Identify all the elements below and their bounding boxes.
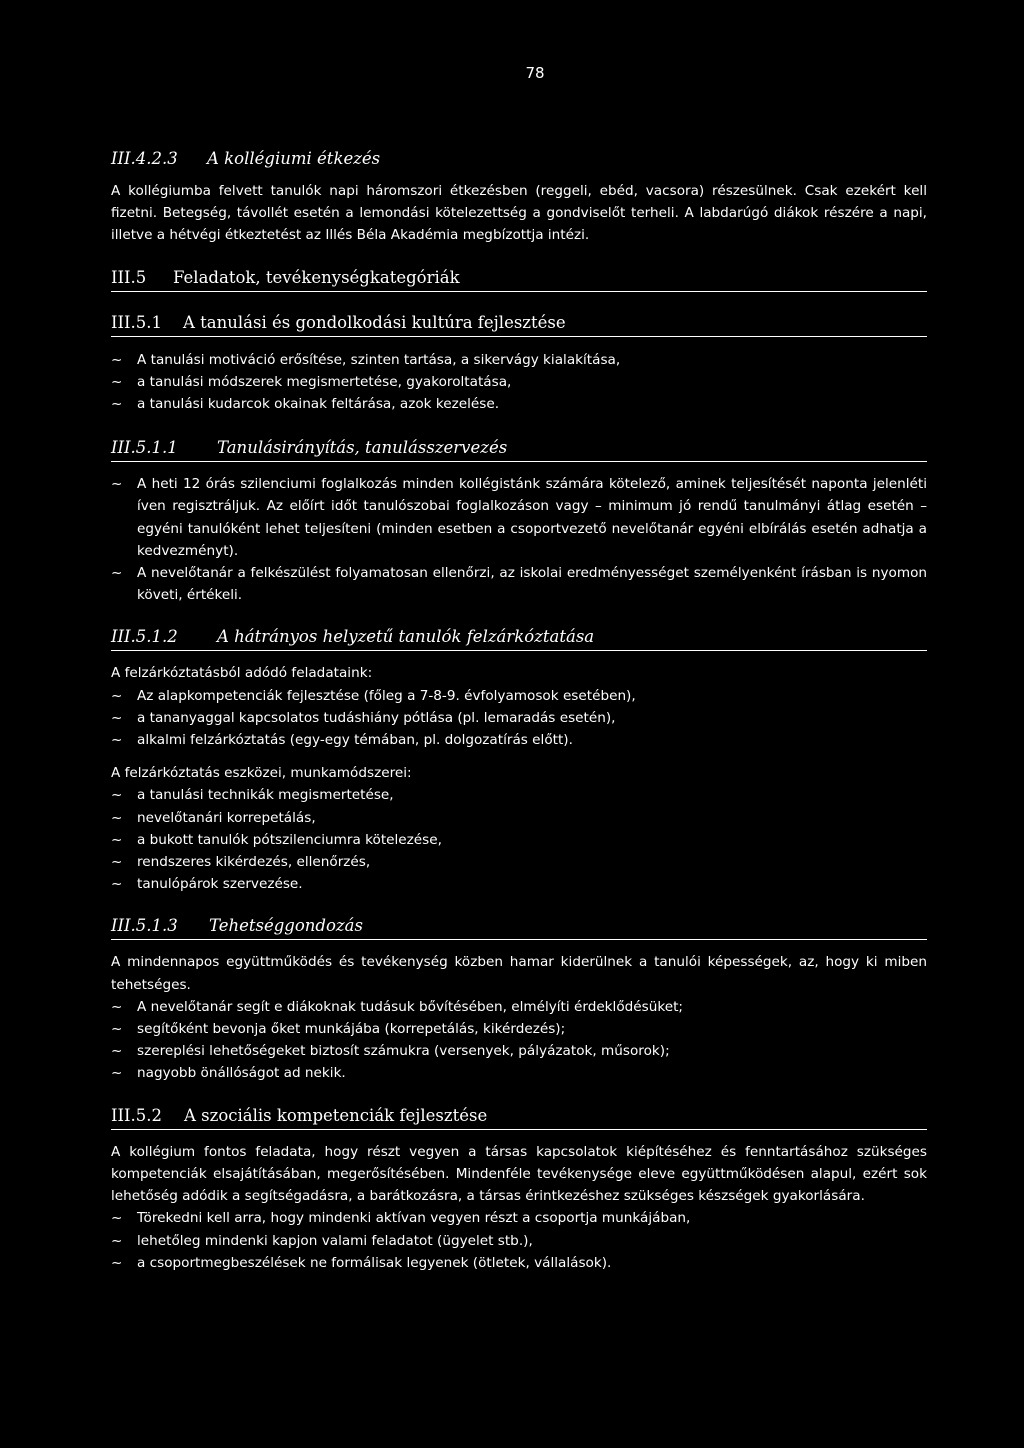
tilde-bullet: ~ [111,1232,123,1249]
heading-number: III.5.1.3 [111,916,178,936]
tilde-bullet: ~ [111,476,123,493]
tilde-bullet: ~ [111,876,123,893]
heading-tanulasiranyitas [111,436,927,462]
heading-title: Tanulásirányítás, tanulásszervezés [217,438,508,458]
heading-title: A szociális kompetenciák fejlesztése [184,1105,488,1125]
heading-feladatok [111,266,927,292]
heading-felzarkoztatas [111,625,927,651]
list-tanulasiranyitas [111,473,927,606]
list-item: ~ segítőként bevonja őket munkájába (korrepetálás, kikérdezés); [111,1018,927,1040]
list-tanulasi-kultura [111,349,927,416]
list-item: ~ A nevelőtanár a felkészülést folyamatosan ellenőrzi, az iskolai eredményességet személyenként írásban is nyomon követi, értékeli. [111,562,927,606]
heading-number: III.5.1.2 [111,627,178,647]
paragraph-tehetseggondozas: A mindennapos együttműködés és tevékenység közben hamar kiderülnek a tanulói képességek, az, hogy ki miben tehetséges. [111,954,927,993]
list-item: ~ rendszeres kikérdezés, ellenőrzés, [111,851,927,873]
list-szocialis-kompetenciak [111,1207,927,1274]
tilde-bullet: ~ [111,854,123,871]
list-item: ~ nagyobb önállóságot ad nekik. [111,1062,927,1084]
list-felzarkoztatas-feladatok [111,685,927,752]
heading-title: Tehetséggondozás [209,916,363,936]
list-item: ~ A heti 12 órás szilenciumi foglalkozás minden kollégistánk számára kötelező, aminek teljesítését naponta jelenléti íven regisztráljuk. Az előírt időt tanulószobai foglalkozáson vagy – minimum jó rendű tanulmányi átlag esetén – egyéni tanulóként lehet teljesíteni (minden esetben a csoportvezető nevelőtanár egyéni elbírálás esetén adhatja a kedvezményt). [111,473,927,562]
paragraph-felzarkoztatas-eszkozei: A felzárkóztatás eszközei, munkamódszerei: [111,765,412,782]
heading-number: III.5 [111,267,147,287]
list-item: ~ Törekedni kell arra, hogy mindenki aktívan vegyen részt a csoportja munkájában, [111,1207,927,1229]
tilde-bullet: ~ [111,809,123,826]
paragraph-szocialis-kompetenciak: A kollégium fontos feladata, hogy részt vegyen a társas kapcsolatok kiépítéséhez és fenntartásához szükséges kompetenciák elsajátításában, megerősítésében. Mindenféle tevékenysége eleve együttműködésen alapul, ezért sok lehetőség adódik a segítségadásra, a barátkozásra, a társas érintkezéshez szükséges készségek gyakorlására. [111,1143,927,1205]
tilde-bullet: ~ [111,373,123,390]
tilde-bullet: ~ [111,732,123,749]
page-number: 78 [525,64,545,82]
tilde-bullet: ~ [111,1021,123,1038]
list-item: ~ tanulópárok szervezése. [111,873,927,895]
list-item: ~ Az alapkompetenciák fejlesztése (főleg a 7-8-9. évfolyamosok esetében), [111,685,927,707]
tilde-bullet: ~ [111,709,123,726]
tilde-bullet: ~ [111,687,123,704]
tilde-bullet: ~ [111,1065,123,1082]
heading-tehetseggondozas [111,914,927,940]
heading-number: III.5.1.1 [111,438,178,458]
tilde-bullet: ~ [111,1254,123,1271]
list-item: ~ szereplési lehetőségeket biztosít számukra (versenyek, pályázatok, műsorok); [111,1040,927,1062]
tilde-bullet: ~ [111,998,123,1015]
heading-title: A kollégiumi étkezés [207,149,381,168]
tilde-bullet: ~ [111,1043,123,1060]
paragraph-etkezes: A kollégiumba felvett tanulók napi háromszori étkezésben (reggeli, ebéd, vacsora) részesülnek. Csak ezekért kell fizetni. Betegség, távollét esetén a lemondási kötelezettség a gondviselőt terheli. A labdarúgó diákok részére a napi, illetve a hétvégi étkeztetést az Illés Béla Akadémia megbízottja intézi. [111,183,927,244]
list-item: ~ a tanulási kudarcok okainak feltárása, azok kezelése. [111,393,927,415]
tilde-bullet: ~ [111,831,123,848]
list-item: ~ A tanulási motiváció erősítése, szinten tartása, a sikervágy kialakítása, [111,349,927,371]
heading-title: A hátrányos helyzetű tanulók felzárkóztatása [217,627,595,647]
heading-szocialis-kompetenciak [111,1104,927,1130]
heading-number: III.5.1 [111,312,163,332]
heading-number: III.4.2.3 [111,149,178,168]
paragraph-felzarkoztatas-intro: A felzárkóztatásból adódó feladataink: [111,665,373,682]
list-item: ~ a csoportmegbeszélések ne formálisak legyenek (ötletek, vállalások). [111,1252,927,1274]
heading-tanulasi-kultura [111,311,927,337]
tilde-bullet: ~ [111,565,123,582]
list-item: ~ A nevelőtanár segít e diákoknak tudásuk bővítésében, elmélyíti érdeklődésüket; [111,996,927,1018]
tilde-bullet: ~ [111,1210,123,1227]
heading-title: Feladatok, tevékenységkategóriák [173,267,460,287]
page-content [111,147,927,1274]
tilde-bullet: ~ [111,787,123,804]
list-item: ~ a tanulási technikák megismertetése, [111,784,927,806]
tilde-bullet: ~ [111,396,123,413]
list-item: ~ lehetőleg mindenki kapjon valami feladatot (ügyelet stb.), [111,1230,927,1252]
heading-kollegiumi-etkezes [111,147,927,171]
heading-title: A tanulási és gondolkodási kultúra fejlesztése [183,312,566,332]
heading-number: III.5.2 [111,1105,163,1125]
list-felzarkoztatas-eszkozei [111,784,927,895]
list-tehetseggondozas [111,996,927,1085]
list-item: ~ nevelőtanári korrepetálás, [111,807,927,829]
list-item: ~ a tanulási módszerek megismertetése, gyakoroltatása, [111,371,927,393]
tilde-bullet: ~ [111,351,123,368]
list-item: ~ a bukott tanulók pótszilenciumra kötelezése, [111,829,927,851]
list-item: ~ a tananyaggal kapcsolatos tudáshiány pótlása (pl. lemaradás esetén), [111,707,927,729]
list-item: ~ alkalmi felzárkóztatás (egy-egy témában, pl. dolgozatírás előtt). [111,729,927,751]
